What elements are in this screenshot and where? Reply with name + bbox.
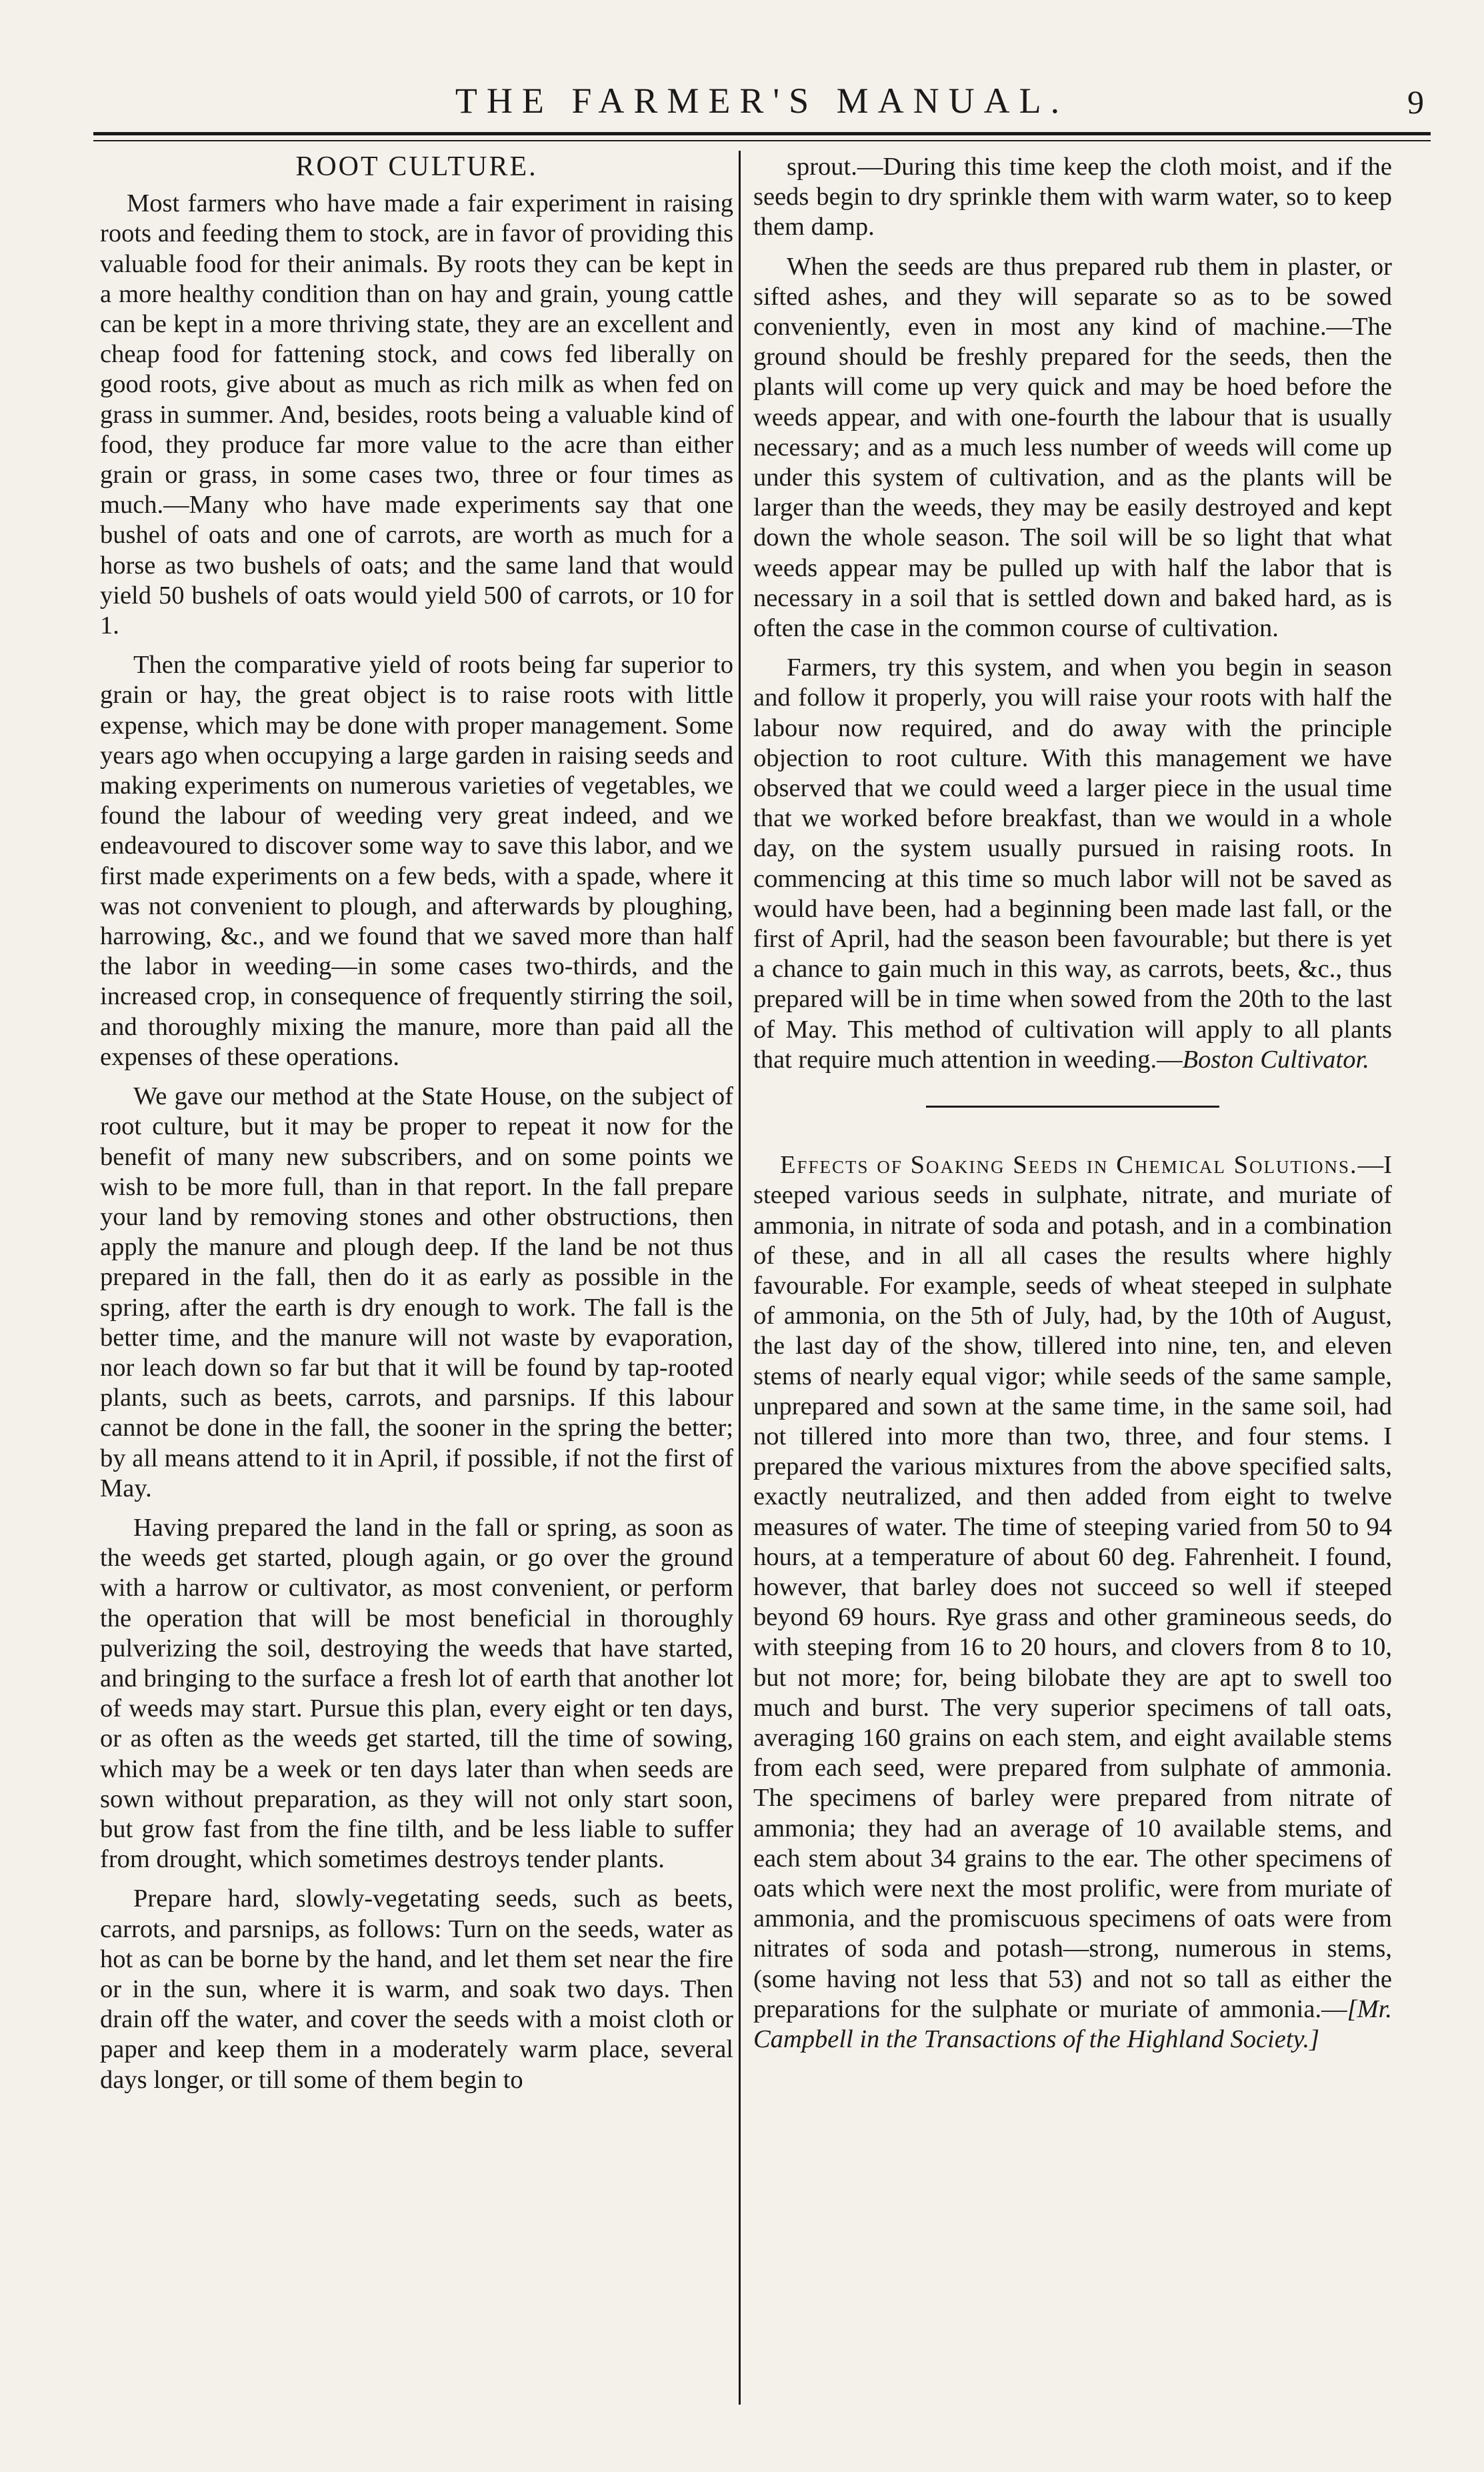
- header-rule: [93, 132, 1431, 135]
- paragraph: Most farmers who have made a fair experiment in raising roots and feeding them to stock, are in favor of providing this valuable food for their animals. By roots they can be kept in a more healthy condition than on hay and grain, young cattle can be kept in a more thriving state, they are an excellent and cheap food for fattening stock, and cows fed liberally on good roots, give about as much as rich milk as when fed on grass in summer. And, besides, roots being a valuable kind of food, they produce far more value to the acre than either grain or grass, in some cases two, three or four times as much.—Many who have made experiments say that one bushel of oats and one of carrots, are worth as much for a horse as two bushels of oats; and the same land that would yield 50 bushels of oats would yield 500 of carrots, or 10 for 1.: [100, 189, 733, 640]
- paragraph: Then the comparative yield of roots being far superior to grain or hay, the great object is to raise roots with little expense, which may be done with proper management. Some years ago when occupying a large garden in raising seeds and making experiments on numerous varieties of vegetables, we found the labour of weeding very great indeed, and we endeavoured to discover some way to save this labor, and we first made experiments on a few beds, with a spade, where it was not convenient to plough, and afterwards by ploughing, harrowing, &c., and we found that we saved more than half the labor in weeding—in some cases two-thirds, and the increased crop, in consequence of frequently stirring the soil, and thoroughly mixing the manure, more than paid all the expenses of these operations.: [100, 651, 733, 1071]
- column-divider: [739, 151, 741, 2405]
- right-column: [753, 152, 1392, 2055]
- paragraph: We gave our method at the State House, on the subject of root culture, but it may be proper to repeat it now for the benefit of many new subscribers, and on some points we wish to be more full, than in that report. In the fall prepare your land by removing stones and other obstructions, then apply the manure and plough deep. If the land be not thus prepared in the fall, then do it as early as possible in the spring, after the earth is dry enough to work. The fall is the better time, and the manure will not waste by evaporation, nor leach down so far but that it will be found by tap-rooted plants, such as beets, carrots, and parsnips. If this labour cannot be done in the fall, the sooner in the spring the better; by all means attend to it in April, if possible, if not the first of May.: [100, 1082, 733, 1502]
- left-column: [100, 152, 733, 2095]
- page-number: 9: [1407, 83, 1424, 121]
- paragraph: Prepare hard, slowly-vegetating seeds, such as beets, carrots, and parsnips, as follows: Turn on the seeds, water as hot as can be borne by the hand, and let them set near the fire or in the sun, where it is warm, and soak two days. Then drain off the water, and cover the seeds with a moist cloth or paper and keep them in a moderately warm place, several days longer, or till some of them begin to: [100, 1885, 733, 2094]
- section-divider: [926, 1106, 1219, 1108]
- paragraph: When the seeds are thus prepared rub them in plaster, or sifted ashes, and they will separate so as to be sowed conveniently, even in most any kind of machine.—The ground should be freshly prepared for the seeds, then the plants will come up very quick and may be hoed before the weeds appear, and with one-fourth the labour that is usually necessary; and as a much less number of weeds will come up under this system of cultivation, and as the plants will be larger than the weeds, they may be easily destroyed and kept down the whole season. The soil will be so light that what weeds appear may be pulled up with half the labor that is necessary in a soil that is settled down and baked hard, as is often the case in the common course of cultivation.: [753, 252, 1392, 643]
- paragraph-text: —I steeped various seeds in sulphate, nitrate, and muriate of ammonia, in nitrate of soda and potash, and in a combination of these, and in all all cases the results where highly favourable. For example, seeds of wheat steeped in sulphate of ammonia, on the 5th of July, had, by the 10th of August, the last day of the show, tillered into nine, ten, and eleven stems of nearly equal vigor; while seeds of the same sample, unprepared and sown at the same time, in the same soil, had not tillered into more than two, three, and four stems. I prepared the various mixtures from the above specified salts, exactly neutralized, and then added from eight to twelve measures of water. The time of steeping varied from 50 to 94 hours, at a temperature of about 60 deg. Fahrenheit. I found, however, that barley does not succeed so well if steeped beyond 69 hours. Rye grass and other gramineous seeds, do with steeping from 16 to 20 hours, and clovers from 8 to 10, but not more; for, being bilobate they are apt to swell too much and burst. The very superior specimens of tall oats, averaging 160 grains on each stem, and eight available stems from each seed, were prepared from sulphate of ammonia. The specimens of barley were prepared from nitrate of ammonia; they had an average of 10 available stems, and each stem about 34 grains to the ear. The other specimens of oats which were next the most prolific, were from muriate of ammonia, and the promiscuous specimens of oats were from nitrates of soda and potash—strong, numerous in stems, (some having not less that 53) and not so tall as either the preparations for the sulphate or muriate of ammonia.—: [753, 1151, 1392, 2023]
- source-credit: [Mr. Campbell in the Transactions of the Highland Society.]: [753, 1995, 1392, 2053]
- header-rule-thin: [93, 140, 1431, 141]
- article-title: ROOT CULTURE.: [295, 151, 538, 182]
- running-title: THE FARMER'S MANUAL.: [455, 81, 1069, 121]
- page-header: [93, 80, 1431, 127]
- source-credit: Boston Cultivator.: [1182, 1045, 1369, 1074]
- paragraph: [753, 1150, 1392, 2055]
- paragraph: sprout.—During this time keep the cloth moist, and if the seeds begin to dry sprinkle them with warm water, so to keep them damp.: [753, 153, 1392, 241]
- paragraph: [753, 653, 1392, 1075]
- article-heading: Effects of Soaking Seeds in Chemical Solutions.: [780, 1151, 1358, 1180]
- paragraph-text: Farmers, try this system, and when you begin in season and follow it properly, you will raise your roots with half the labour now required, and do away with the principle objection to root culture. With this management we have observed that we could weed a larger piece in the usual time that we worked before breakfast, than we would in a whole day, on the system usually pursued in raising roots. In commencing at this time so much labor will not be saved as would have been, had a beginning been made last fall, or the first of April, had the season been favourable; but there is yet a chance to gain much in this way, as carrots, beets, &c., thus prepared will be in time when sowed from the 20th to the last of May. This method of cultivation will apply to all plants that require much attention in weeding.—: [753, 654, 1392, 1074]
- paragraph: Having prepared the land in the fall or spring, as soon as the weeds get started, plough again, or go over the ground with a harrow or cultivator, as most convenient, or perform the operation that will be most beneficial in thoroughly pulverizing the soil, destroying the weeds that have started, and bringing to the surface a fresh lot of earth that another lot of weeds may start. Pursue this plan, every eight or ten days, or as often as the weeds get started, till the time of sowing, which may be a week or ten days later than when seeds are sown without preparation, as they will not only start soon, but grow fast from the fine tilth, and be less liable to suffer from drought, which sometimes destroys tender plants.: [100, 1513, 733, 1874]
